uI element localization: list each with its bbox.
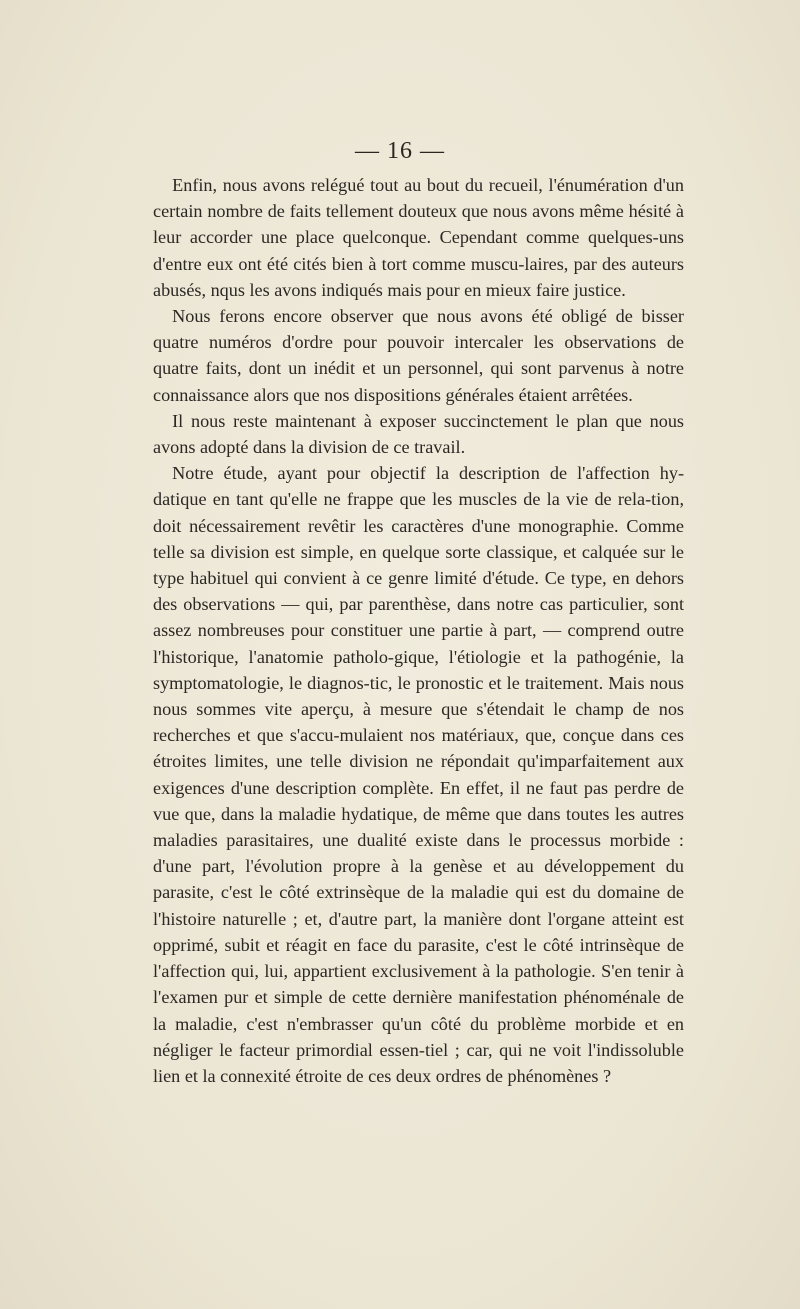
paragraph-3: Il nous reste maintenant à exposer succinctement le plan que nous avons adopté dans la division de ce travail.: [153, 410, 684, 458]
paragraph-2: Nous ferons encore observer que nous avons été obligé de bisser quatre numéros d'ordre pour pouvoir intercaler les observations de quatre faits, dont un inédit et un personnel, qui sont parvenus à notre connaissance alors que nos dispositions générales étaient arrêtées.: [153, 306, 684, 405]
paragraph-4: Notre étude, ayant pour objectif la description de l'affection hy-datique en tant qu'elle ne frappe que les muscles de la vie de rela-tion, doit nécessairement revêtir les caractères d'une monographie. Comme telle sa division est simple, en quelque sorte classique, et calquée sur le type habituel qui convient à ce genre limité d'étude. Ce type, en dehors des observations — qui, par parenthèse, dans notre cas particulier, sont assez nombreuses pour constituer une partie à part, — comprend outre l'historique, l'anatomie patholo-gique, l'étiologie et la pathogénie, la symptomatologie, le diagnos-tic, le pronostic et le traitement. Mais nous nous sommes vite aperçu, à mesure que s'étendait le champ de nos recherches et que s'accu-mulaient nos matériaux, que, conçue dans ces étroites limites, une telle division ne répondait qu'imparfaitement aux exigences d'une description complète. En effet, il ne faut pas perdre de vue que, dans la maladie hydatique, de même que dans toutes les autres maladies parasitaires, une dualité existe dans le processus morbide : d'une part, l'évolution propre à la genèse et au développement du parasite, c'est le côté extrinsèque de la maladie qui est du domaine de l'histoire naturelle ; et, d'autre part, la manière dont l'organe atteint est opprimé, subit et réagit en face du parasite, c'est le côté intrinsèque de l'affection qui, lui, appartient exclusivement à la pathologie. S'en tenir à l'examen pur et simple de cette dernière manifestation phénoménale de la maladie, c'est n'embrasser qu'un côté du problème morbide et en négliger le facteur primordial essen-tiel ; car, qui ne voit l'indissoluble lien et la connexité étroite de ces deux ordres de phénomènes ?: [153, 463, 684, 1086]
page-number: — 16 —: [355, 138, 445, 164]
paragraph-1: Enfin, nous avons relégué tout au bout du recueil, l'énumération d'un certain nombre de faits tellement douteux que nous avons même hésité à leur accorder une place quelconque. Cependant comme quelques-uns d'entre eux ont été cités bien à tort comme muscu-laires, par des auteurs abusés, nqus les avons indiqués mais pour en mieux faire justice.: [153, 175, 684, 300]
body-text: [153, 172, 684, 1089]
